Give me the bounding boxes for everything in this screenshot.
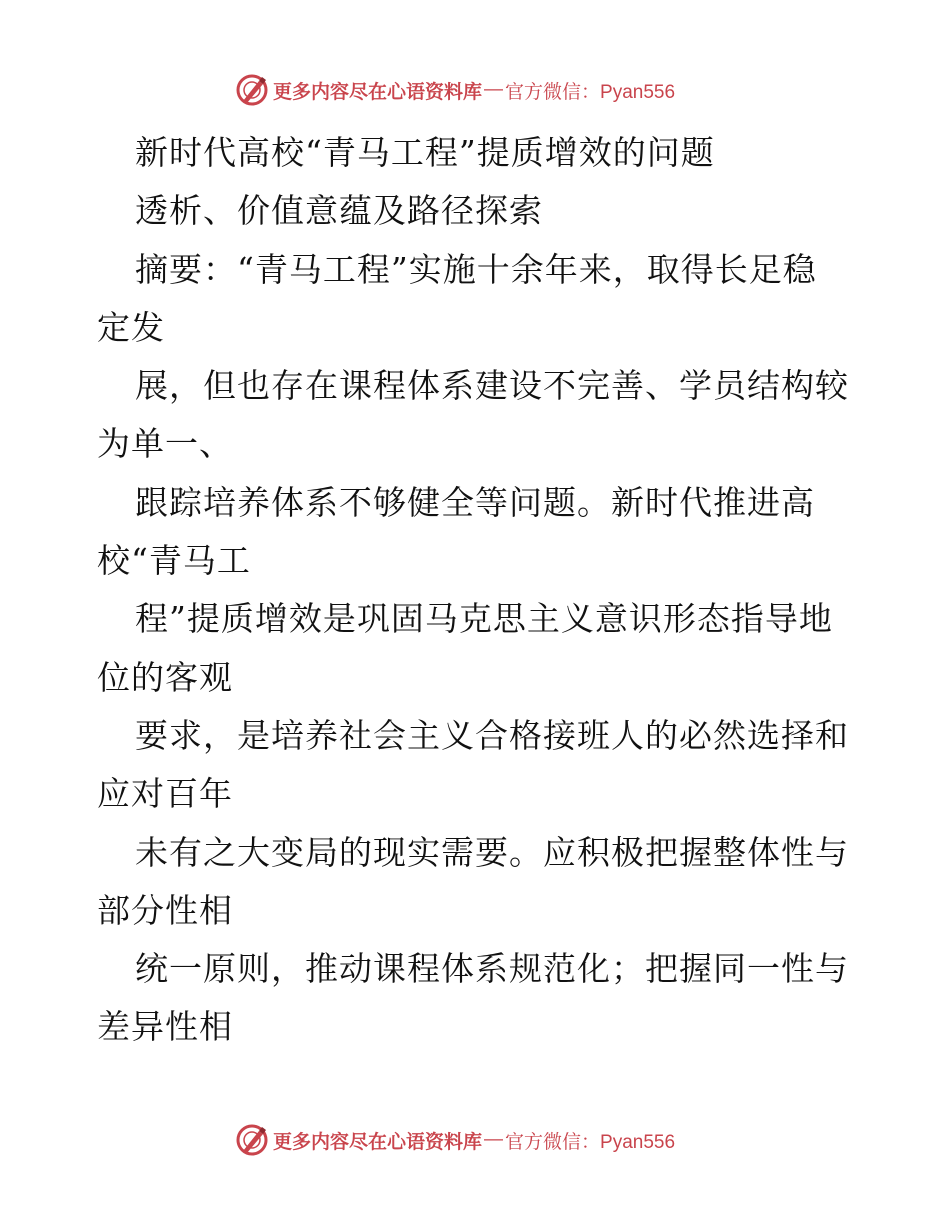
footer-watermark bbox=[235, 1122, 675, 1158]
document-body bbox=[97, 124, 857, 1057]
paragraph-line: 部分性相 bbox=[97, 890, 233, 930]
paragraph-line: 程”提质增效是巩固马克思主义意识形态指导地 bbox=[135, 599, 833, 639]
title-line-2: 透析、价值意蕴及路径探索 bbox=[135, 191, 543, 231]
title-line-1: 新时代高校“青马工程”提质增效的问题 bbox=[135, 133, 715, 172]
paragraph-line: 应对百年 bbox=[97, 774, 233, 814]
watermark-sub-text: 官方微信：Pyan556 bbox=[505, 1131, 676, 1153]
watermark-separator: — bbox=[484, 1129, 504, 1150]
paragraph-line: 定发 bbox=[97, 307, 165, 347]
paragraph-line: 要求，是培养社会主义合格接班人的必然选择和 bbox=[135, 715, 849, 755]
pen-logo-icon bbox=[235, 1123, 269, 1157]
pen-logo-icon bbox=[235, 73, 269, 107]
watermark-sub-text: 官方微信：Pyan556 bbox=[505, 81, 676, 103]
paragraph-line: 统一原则，推动课程体系规范化；把握同一性与 bbox=[135, 949, 849, 989]
watermark-main-text: 更多内容尽在心语资料库 bbox=[273, 1130, 483, 1153]
watermark-separator: — bbox=[484, 79, 504, 100]
paragraph-line: 位的客观 bbox=[97, 657, 233, 697]
paragraph-line: 摘要：“青马工程”实施十余年来，取得长足稳 bbox=[135, 249, 817, 289]
paragraph-line: 未有之大变局的现实需要。应积极把握整体性与 bbox=[135, 832, 849, 872]
watermark-main-text: 更多内容尽在心语资料库 bbox=[273, 80, 483, 103]
paragraph-line: 跟踪培养体系不够健全等问题。新时代推进高 bbox=[135, 482, 815, 522]
header-watermark bbox=[235, 72, 675, 108]
paragraph-line: 校“青马工 bbox=[97, 541, 251, 581]
paragraph-line: 展，但也存在课程体系建设不完善、学员结构较 bbox=[135, 366, 849, 406]
paragraph-line: 为单一、 bbox=[97, 424, 233, 464]
paragraph-line: 差异性相 bbox=[97, 1007, 233, 1047]
